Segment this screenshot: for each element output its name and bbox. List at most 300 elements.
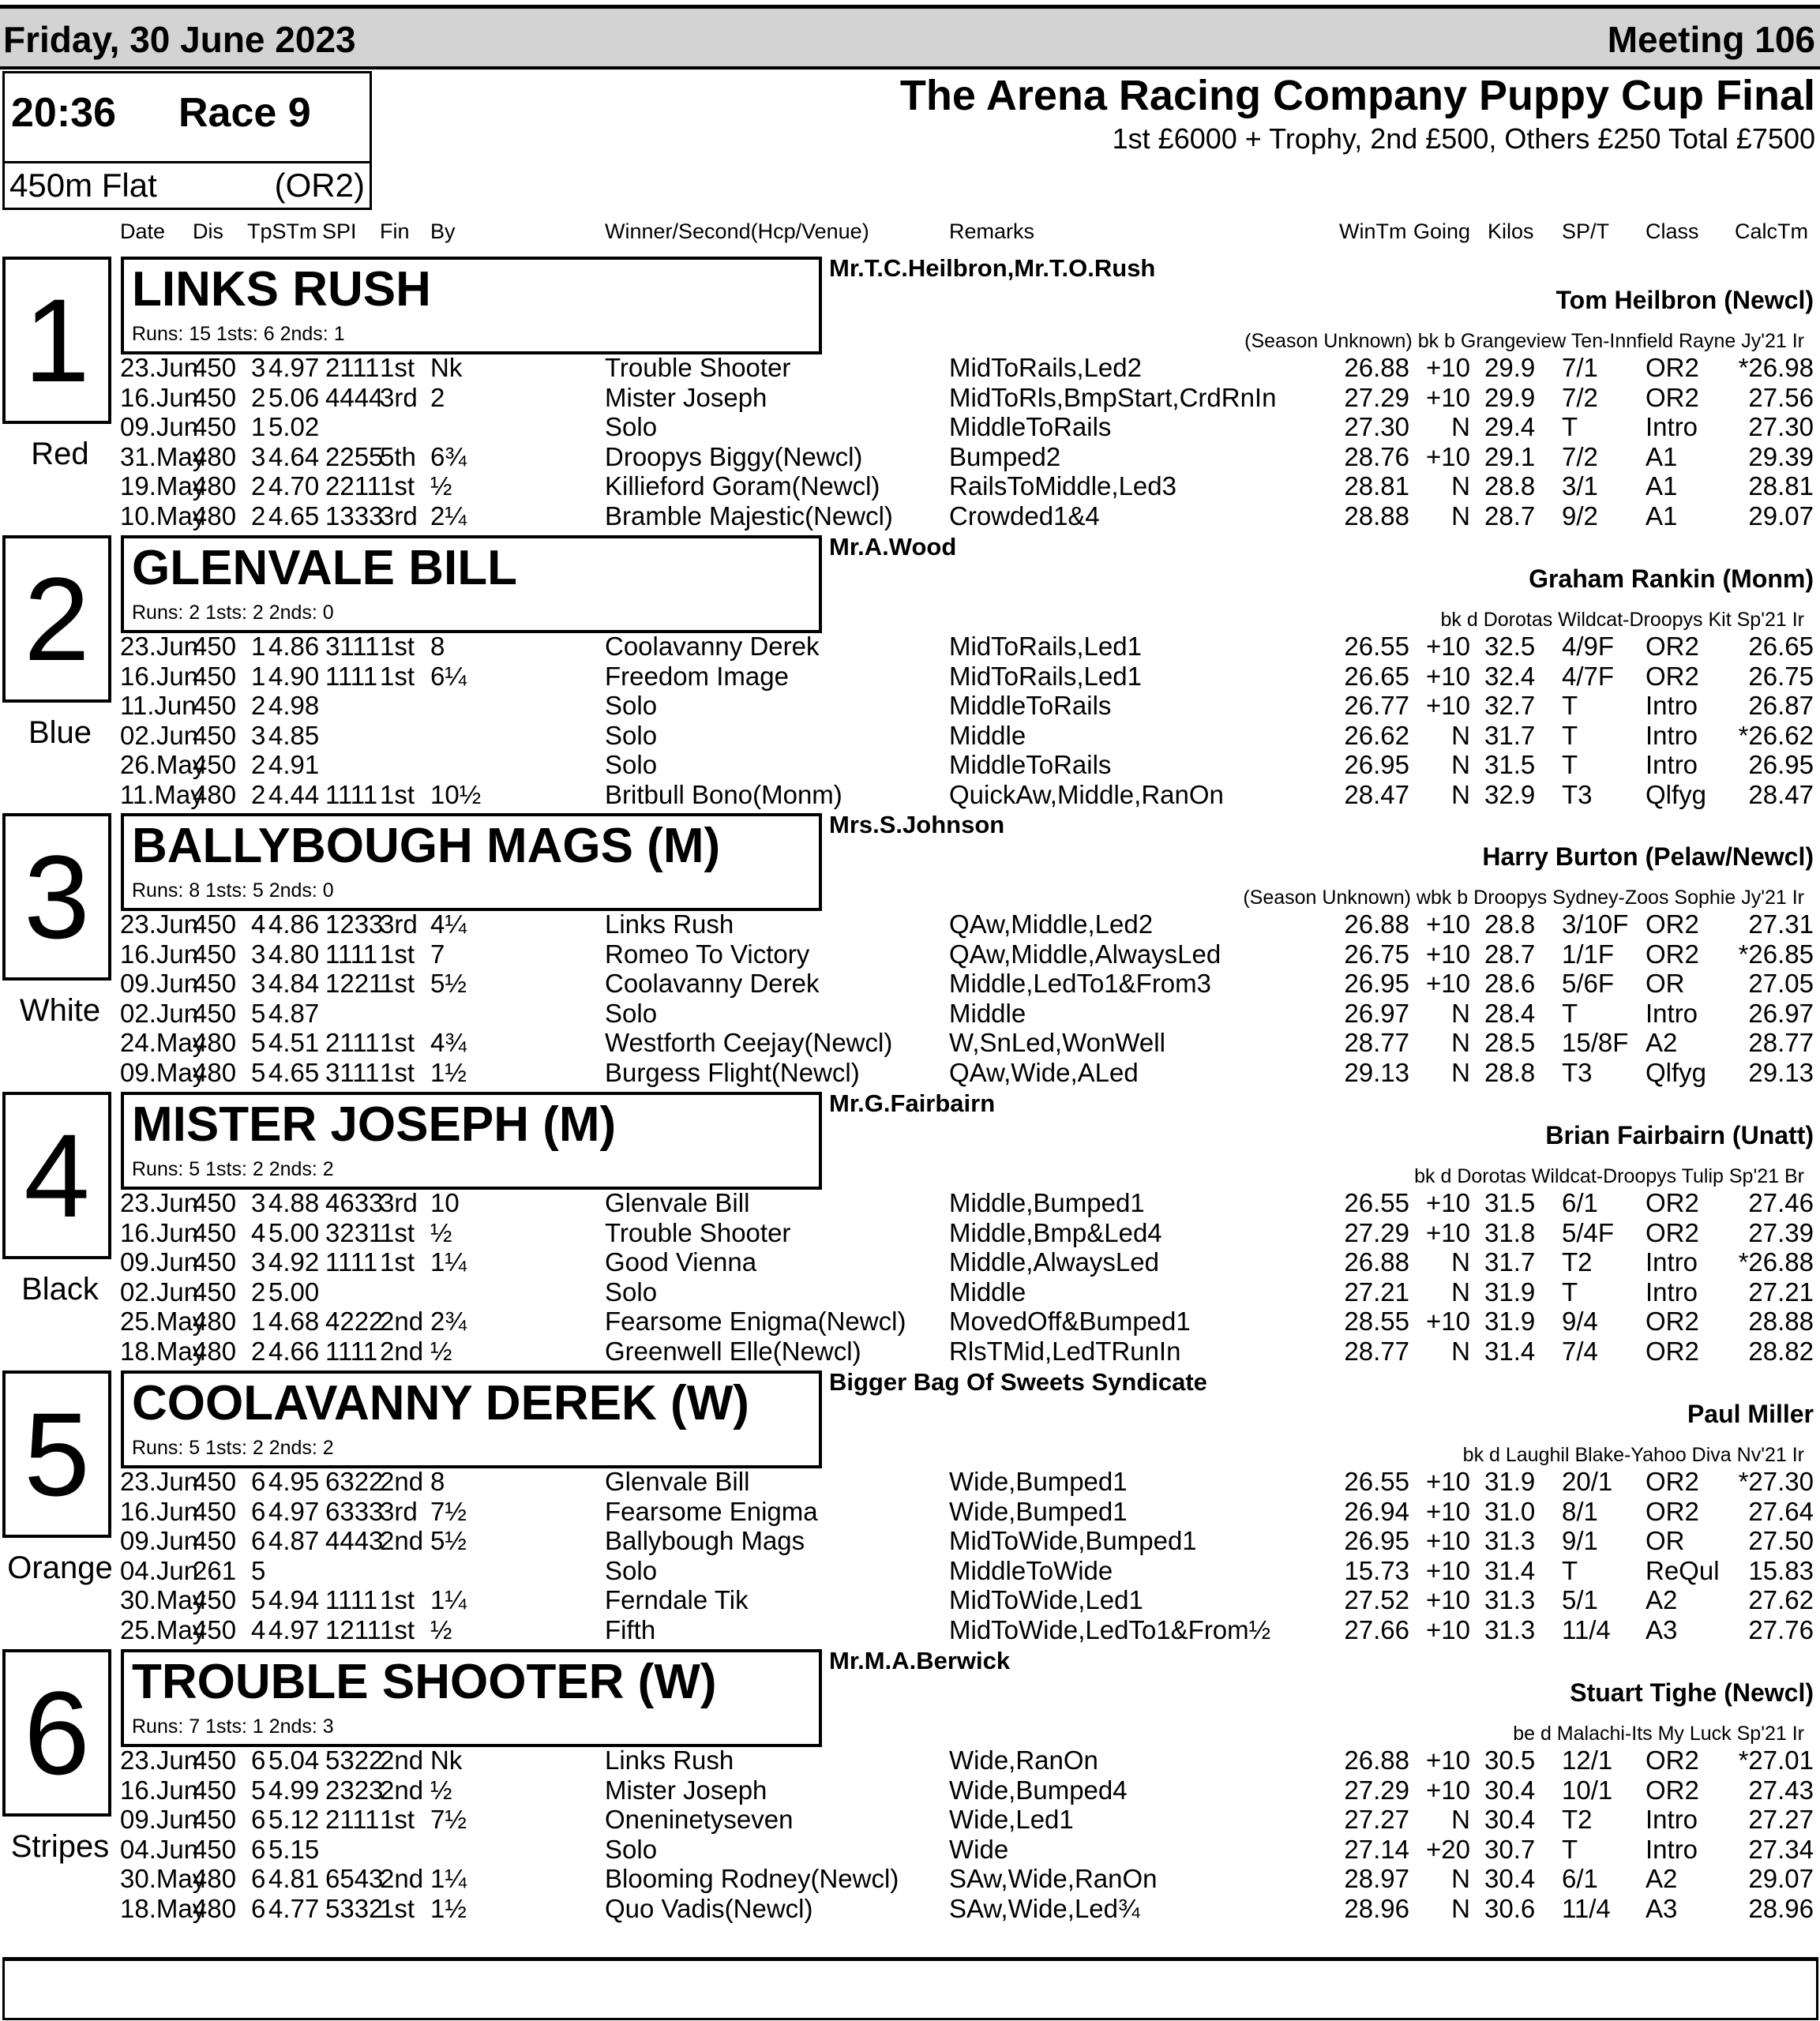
breeding: (Season Unknown) bk b Grangeview Ten-Innfield Rayne Jy'21 Ir bbox=[1244, 330, 1804, 352]
breeding: bk d Dorotas Wildcat-Droopys Tulip Sp'21 Br bbox=[1414, 1165, 1804, 1187]
form-calc-time: 26.97 bbox=[1748, 998, 1814, 1028]
form-dis: 450 bbox=[193, 412, 237, 441]
form-sectionals: 2111 bbox=[325, 1805, 380, 1834]
dog-name-box bbox=[121, 1370, 822, 1468]
form-distance-beaten: 7½ bbox=[430, 1496, 467, 1526]
form-remarks: Wide,Bumped1 bbox=[949, 1496, 1128, 1526]
form-sectionals: 6322 bbox=[325, 1467, 384, 1496]
form-trap: 6 bbox=[251, 1496, 266, 1526]
form-finish: 3rd bbox=[380, 909, 418, 939]
form-sectionals: 2111 bbox=[325, 1028, 380, 1057]
form-win-time: 26.55 bbox=[1344, 1467, 1409, 1496]
form-class: A2 bbox=[1646, 1585, 1678, 1614]
form-start-time: 4.65 bbox=[268, 1057, 320, 1087]
form-kilos: 29.9 bbox=[1484, 382, 1536, 412]
form-sectionals: 1111 bbox=[325, 1585, 378, 1614]
form-start-time: 4.44 bbox=[268, 779, 320, 809]
form-kilos: 31.3 bbox=[1484, 1614, 1536, 1644]
form-dis: 450 bbox=[193, 1585, 237, 1614]
form-trap: 2 bbox=[251, 382, 266, 412]
form-going: +10 bbox=[1426, 1745, 1470, 1775]
form-calc-time: 26.75 bbox=[1748, 661, 1814, 691]
form-date: 09.Jun bbox=[120, 969, 199, 998]
form-sectionals: 2111 bbox=[325, 353, 380, 382]
form-sp: T bbox=[1562, 998, 1578, 1028]
dog-name-box bbox=[121, 535, 822, 633]
form-calc-time: *26.62 bbox=[1738, 720, 1814, 750]
form-winner-second: Killieford Goram(Newcl) bbox=[605, 471, 880, 501]
form-remarks: MidToRls,BmpStart,CrdRnIn bbox=[949, 382, 1277, 412]
form-remarks: Middle bbox=[949, 720, 1026, 750]
form-sp: 8/1 bbox=[1562, 1496, 1598, 1526]
form-kilos: 31.9 bbox=[1484, 1277, 1536, 1307]
form-dis: 450 bbox=[193, 720, 237, 750]
form-win-time: 28.76 bbox=[1344, 441, 1409, 471]
col-kilos: Kilos bbox=[1488, 219, 1534, 243]
form-sp: 10/1 bbox=[1562, 1775, 1613, 1805]
form-trap: 6 bbox=[251, 1805, 266, 1834]
form-start-time: 5.06 bbox=[268, 382, 320, 412]
form-sp: 4/7F bbox=[1562, 661, 1615, 691]
form-dis: 480 bbox=[193, 779, 237, 809]
form-winner-second: Westforth Ceejay(Newcl) bbox=[605, 1028, 893, 1057]
form-calc-time: *26.88 bbox=[1738, 1247, 1814, 1277]
form-going: +10 bbox=[1426, 909, 1470, 939]
form-distance-beaten: ½ bbox=[430, 1217, 452, 1247]
form-finish: 3rd bbox=[380, 501, 418, 531]
form-calc-time: 27.30 bbox=[1748, 412, 1814, 441]
form-start-time: 4.88 bbox=[268, 1188, 320, 1217]
form-trap: 1 bbox=[251, 412, 266, 441]
form-trap: 2 bbox=[251, 1336, 266, 1366]
form-calc-time: 27.31 bbox=[1748, 909, 1814, 939]
form-going: +10 bbox=[1426, 691, 1470, 720]
form-remarks: QuickAw,Middle,RanOn bbox=[949, 779, 1224, 809]
form-sectionals: 2323 bbox=[325, 1775, 384, 1805]
form-winner-second: Britbull Bono(Monm) bbox=[605, 779, 842, 809]
trap-number: 6 bbox=[2, 1649, 111, 1817]
form-remarks: MiddleToRails bbox=[949, 412, 1112, 441]
form-kilos: 28.4 bbox=[1484, 998, 1536, 1028]
form-winner-second: Ferndale Tik bbox=[605, 1585, 749, 1614]
form-dis: 450 bbox=[193, 1526, 237, 1555]
dog-name-box bbox=[121, 1092, 822, 1190]
form-sp: 9/2 bbox=[1562, 501, 1598, 531]
form-trap: 4 bbox=[251, 1614, 266, 1644]
form-date: 16.Jun bbox=[120, 382, 199, 412]
form-class: Qlfyg bbox=[1646, 1057, 1707, 1087]
form-date: 30.May bbox=[120, 1864, 206, 1893]
form-distance-beaten: 6¾ bbox=[430, 441, 467, 471]
form-finish: 2nd bbox=[380, 1307, 424, 1336]
form-kilos: 31.5 bbox=[1484, 750, 1536, 779]
form-finish: 1st bbox=[380, 1247, 415, 1277]
trap-number: 1 bbox=[2, 257, 111, 424]
form-dis: 450 bbox=[193, 632, 237, 661]
form-distance-beaten: 8 bbox=[430, 1467, 445, 1496]
form-calc-time: 27.21 bbox=[1748, 1277, 1814, 1307]
form-win-time: 28.55 bbox=[1344, 1307, 1409, 1336]
form-sectionals: 4222 bbox=[325, 1307, 384, 1336]
form-date: 09.Jun bbox=[120, 1526, 199, 1555]
form-distance-beaten: 4¾ bbox=[430, 1028, 467, 1057]
form-date: 23.Jun bbox=[120, 353, 199, 382]
form-win-time: 26.77 bbox=[1344, 691, 1409, 720]
form-remarks: Crowded1&4 bbox=[949, 501, 1100, 531]
form-trap: 6 bbox=[251, 1864, 266, 1893]
trainer: Brian Fairbairn (Unatt) bbox=[1545, 1121, 1814, 1149]
form-going: N bbox=[1451, 779, 1470, 809]
form-trap: 3 bbox=[251, 353, 266, 382]
form-trap: 1 bbox=[251, 632, 266, 661]
form-trap: 2 bbox=[251, 779, 266, 809]
form-remarks: MiddleToRails bbox=[949, 691, 1112, 720]
form-going: +10 bbox=[1426, 1188, 1470, 1217]
form-going: N bbox=[1451, 1864, 1470, 1893]
form-finish: 1st bbox=[380, 632, 415, 661]
form-remarks: MidToWide,LedTo1&From½ bbox=[949, 1614, 1271, 1644]
form-start-time: 4.70 bbox=[268, 471, 320, 501]
form-trap: 3 bbox=[251, 720, 266, 750]
form-winner-second: Burgess Flight(Newcl) bbox=[605, 1057, 860, 1087]
form-winner-second: Solo bbox=[605, 412, 658, 441]
form-sp: T2 bbox=[1562, 1805, 1593, 1834]
form-kilos: 28.7 bbox=[1484, 939, 1536, 969]
form-going: +10 bbox=[1426, 382, 1470, 412]
race-number: Race 9 bbox=[178, 90, 311, 136]
col-by: By bbox=[430, 219, 456, 243]
form-dis: 450 bbox=[193, 909, 237, 939]
trap-colour: Stripes bbox=[10, 1829, 110, 1864]
form-sp: T bbox=[1562, 412, 1578, 441]
form-distance-beaten: ½ bbox=[430, 1336, 452, 1366]
form-win-time: 26.55 bbox=[1344, 632, 1409, 661]
form-kilos: 32.9 bbox=[1484, 779, 1536, 809]
form-going: N bbox=[1451, 750, 1470, 779]
trap-colour: Orange bbox=[7, 1550, 113, 1585]
form-sp: 15/8F bbox=[1562, 1028, 1629, 1057]
form-win-time: 27.27 bbox=[1344, 1805, 1409, 1834]
form-start-time: 5.00 bbox=[268, 1277, 320, 1307]
col-tpstm: TpSTm bbox=[247, 219, 317, 243]
form-kilos: 32.7 bbox=[1484, 691, 1536, 720]
form-going: +10 bbox=[1426, 1555, 1470, 1585]
form-finish: 1st bbox=[380, 661, 415, 691]
form-calc-time: 27.05 bbox=[1748, 969, 1814, 998]
form-win-time: 26.95 bbox=[1344, 1526, 1409, 1555]
race-info-box bbox=[2, 71, 372, 210]
col-dis: Dis bbox=[193, 219, 223, 243]
form-class: OR2 bbox=[1646, 909, 1699, 939]
form-remarks: QAw,Middle,AlwaysLed bbox=[949, 939, 1221, 969]
form-calc-time: 27.76 bbox=[1748, 1614, 1814, 1644]
form-kilos: 29.1 bbox=[1484, 441, 1536, 471]
form-start-time: 4.94 bbox=[268, 1585, 320, 1614]
form-dis: 450 bbox=[193, 1277, 237, 1307]
form-winner-second: Glenvale Bill bbox=[605, 1467, 750, 1496]
form-date: 04.Jun bbox=[120, 1834, 199, 1864]
form-win-time: 26.88 bbox=[1344, 1745, 1409, 1775]
form-going: N bbox=[1451, 1893, 1470, 1923]
form-going: N bbox=[1451, 501, 1470, 531]
form-start-time: 5.00 bbox=[268, 1217, 320, 1247]
form-winner-second: Solo bbox=[605, 1277, 658, 1307]
race-grade: (OR2) bbox=[274, 167, 365, 204]
form-distance-beaten: 2 bbox=[430, 382, 445, 412]
form-start-time: 4.86 bbox=[268, 909, 320, 939]
form-kilos: 29.4 bbox=[1484, 412, 1536, 441]
form-sp: T3 bbox=[1562, 1057, 1593, 1087]
form-trap: 3 bbox=[251, 969, 266, 998]
form-sectionals: 1111 bbox=[325, 1336, 378, 1366]
form-trap: 1 bbox=[251, 661, 266, 691]
form-going: N bbox=[1451, 471, 1470, 501]
form-win-time: 26.62 bbox=[1344, 720, 1409, 750]
form-sp: 7/2 bbox=[1562, 441, 1598, 471]
dog-record: Runs: 15 1sts: 6 2nds: 1 bbox=[132, 323, 345, 345]
form-sp: 7/1 bbox=[1562, 353, 1598, 382]
form-winner-second: Solo bbox=[605, 998, 658, 1028]
form-dis: 450 bbox=[193, 969, 237, 998]
form-distance-beaten: 2¾ bbox=[430, 1307, 467, 1336]
form-sectionals: 1111 bbox=[325, 1247, 378, 1277]
form-start-time: 4.97 bbox=[268, 1496, 320, 1526]
form-trap: 5 bbox=[251, 1028, 266, 1057]
form-sectionals: 3231 bbox=[325, 1217, 384, 1247]
form-calc-time: *26.85 bbox=[1738, 939, 1814, 969]
form-kilos: 30.6 bbox=[1484, 1893, 1536, 1923]
form-sectionals: 5332 bbox=[325, 1893, 384, 1923]
form-date: 26.May bbox=[120, 750, 206, 779]
trap-number: 2 bbox=[2, 535, 111, 703]
form-date: 09.Jun bbox=[120, 1805, 199, 1834]
form-class: Intro bbox=[1646, 720, 1698, 750]
form-winner-second: Trouble Shooter bbox=[605, 1217, 791, 1247]
form-finish: 1st bbox=[380, 1805, 415, 1834]
form-distance-beaten: 7½ bbox=[430, 1805, 467, 1834]
form-going: N bbox=[1451, 998, 1470, 1028]
form-dis: 450 bbox=[193, 998, 237, 1028]
form-trap: 3 bbox=[251, 939, 266, 969]
form-date: 30.May bbox=[120, 1585, 206, 1614]
form-sectionals: 1211 bbox=[325, 1614, 381, 1644]
form-class: OR2 bbox=[1646, 661, 1699, 691]
form-kilos: 31.4 bbox=[1484, 1555, 1536, 1585]
form-winner-second: Fearsome Enigma bbox=[605, 1496, 818, 1526]
form-sp: T bbox=[1562, 750, 1578, 779]
form-distance-beaten: Nk bbox=[430, 353, 463, 382]
form-sp: 1/1F bbox=[1562, 939, 1615, 969]
form-remarks: Wide,Bumped4 bbox=[949, 1775, 1128, 1805]
form-win-time: 26.65 bbox=[1344, 661, 1409, 691]
form-class: OR2 bbox=[1646, 1496, 1699, 1526]
form-dis: 450 bbox=[193, 939, 237, 969]
footer-box bbox=[2, 1957, 1818, 2020]
form-sp: 5/1 bbox=[1562, 1585, 1598, 1614]
owner: Mrs.S.Johnson bbox=[829, 811, 1005, 838]
form-remarks: Wide,Bumped1 bbox=[949, 1467, 1128, 1496]
form-winner-second: Fifth bbox=[605, 1614, 656, 1644]
trap-number: 4 bbox=[2, 1092, 111, 1259]
form-finish: 1st bbox=[380, 969, 415, 998]
form-sp: T2 bbox=[1562, 1247, 1593, 1277]
form-sp: T bbox=[1562, 1834, 1578, 1864]
col-class: Class bbox=[1646, 219, 1699, 243]
form-class: A1 bbox=[1646, 501, 1678, 531]
form-distance-beaten: 2¼ bbox=[430, 501, 467, 531]
col-wintm: WinTm bbox=[1339, 219, 1407, 243]
form-start-time: 4.85 bbox=[268, 720, 320, 750]
form-going: +10 bbox=[1426, 1526, 1470, 1555]
form-going: N bbox=[1451, 412, 1470, 441]
form-start-time: 4.99 bbox=[268, 1775, 320, 1805]
form-dis: 450 bbox=[193, 661, 237, 691]
form-sectionals: 1233 bbox=[325, 909, 384, 939]
col-spi: SPI bbox=[322, 219, 357, 243]
form-class: A3 bbox=[1646, 1614, 1678, 1644]
race-distance: 450m Flat bbox=[9, 167, 157, 204]
form-calc-time: 28.88 bbox=[1748, 1307, 1814, 1336]
form-start-time: 4.97 bbox=[268, 353, 320, 382]
form-finish: 2nd bbox=[380, 1745, 424, 1775]
form-finish: 1st bbox=[380, 779, 415, 809]
form-win-time: 27.29 bbox=[1344, 1217, 1409, 1247]
form-sectionals: 3111 bbox=[325, 632, 380, 661]
form-trap: 5 bbox=[251, 1555, 266, 1585]
form-date: 16.Jun bbox=[120, 661, 199, 691]
form-remarks: MiddleToWide bbox=[949, 1555, 1113, 1585]
form-dis: 480 bbox=[193, 1057, 237, 1087]
race-title: The Arena Racing Company Puppy Cup Final bbox=[899, 72, 1815, 119]
race-box-divider bbox=[5, 161, 370, 163]
form-date: 02.Jun bbox=[120, 720, 199, 750]
meeting-date: Friday, 30 June 2023 bbox=[3, 19, 356, 60]
form-distance-beaten: 10 bbox=[430, 1188, 460, 1217]
form-start-time: 4.95 bbox=[268, 1467, 320, 1496]
dog-record: Runs: 7 1sts: 1 2nds: 3 bbox=[132, 1715, 334, 1738]
form-start-time: 4.87 bbox=[268, 1526, 320, 1555]
form-sp: 3/10F bbox=[1562, 909, 1629, 939]
owner: Mr.G.Fairbairn bbox=[829, 1089, 996, 1117]
form-sp: T bbox=[1562, 1277, 1578, 1307]
owner: Mr.M.A.Berwick bbox=[829, 1647, 1011, 1674]
form-class: A2 bbox=[1646, 1864, 1678, 1893]
form-class: OR2 bbox=[1646, 1336, 1699, 1366]
form-going: N bbox=[1451, 1277, 1470, 1307]
form-kilos: 31.5 bbox=[1484, 1188, 1536, 1217]
form-winner-second: Links Rush bbox=[605, 909, 734, 939]
form-calc-time: 27.64 bbox=[1748, 1496, 1814, 1526]
form-calc-time: 27.39 bbox=[1748, 1217, 1814, 1247]
form-date: 25.May bbox=[120, 1307, 206, 1336]
form-sp: T3 bbox=[1562, 779, 1593, 809]
form-win-time: 28.47 bbox=[1344, 779, 1409, 809]
form-winner-second: Ballybough Mags bbox=[605, 1526, 805, 1555]
form-sectionals: 1111 bbox=[325, 779, 378, 809]
form-kilos: 28.8 bbox=[1484, 471, 1536, 501]
form-calc-time: *26.98 bbox=[1738, 353, 1814, 382]
form-kilos: 31.7 bbox=[1484, 1247, 1536, 1277]
form-remarks: Middle bbox=[949, 998, 1026, 1028]
form-date: 25.May bbox=[120, 1614, 206, 1644]
trap-number: 5 bbox=[2, 1370, 111, 1538]
breeding: be d Malachi-Its My Luck Sp'21 Ir bbox=[1513, 1723, 1804, 1745]
form-sectionals: 2255 bbox=[325, 441, 384, 471]
form-remarks: RailsToMiddle,Led3 bbox=[949, 471, 1176, 501]
form-date: 23.Jun bbox=[120, 1467, 199, 1496]
form-dis: 450 bbox=[193, 1745, 237, 1775]
form-going: +10 bbox=[1426, 1585, 1470, 1614]
form-distance-beaten: 1½ bbox=[430, 1893, 467, 1923]
form-trap: 4 bbox=[251, 1217, 266, 1247]
form-start-time: 4.92 bbox=[268, 1247, 320, 1277]
form-date: 02.Jun bbox=[120, 1277, 199, 1307]
form-trap: 2 bbox=[251, 471, 266, 501]
form-start-time: 4.97 bbox=[268, 1614, 320, 1644]
form-sp: 11/4 bbox=[1562, 1614, 1611, 1644]
form-calc-time: 29.13 bbox=[1748, 1057, 1814, 1087]
form-finish: 1st bbox=[380, 1217, 415, 1247]
form-sp: 12/1 bbox=[1562, 1745, 1613, 1775]
form-trap: 5 bbox=[251, 1775, 266, 1805]
form-calc-time: 27.62 bbox=[1748, 1585, 1814, 1614]
form-start-time: 5.04 bbox=[268, 1745, 320, 1775]
form-calc-time: 26.87 bbox=[1748, 691, 1814, 720]
form-date: 11.Jun bbox=[120, 691, 197, 720]
form-dis: 261 bbox=[193, 1555, 237, 1585]
form-dis: 450 bbox=[193, 1834, 237, 1864]
form-winner-second: Droopys Biggy(Newcl) bbox=[605, 441, 863, 471]
form-dis: 480 bbox=[193, 441, 237, 471]
form-going: +10 bbox=[1426, 632, 1470, 661]
form-dis: 450 bbox=[193, 1217, 237, 1247]
dog-record: Runs: 2 1sts: 2 2nds: 0 bbox=[132, 602, 334, 624]
form-trap: 6 bbox=[251, 1526, 266, 1555]
form-start-time: 5.12 bbox=[268, 1805, 320, 1834]
form-class: Intro bbox=[1646, 691, 1698, 720]
form-trap: 5 bbox=[251, 1057, 266, 1087]
breeding: bk d Laughil Blake-Yahoo Diva Nv'21 Ir bbox=[1462, 1444, 1804, 1466]
form-finish: 1st bbox=[380, 939, 415, 969]
trainer: Harry Burton (Pelaw/Newcl) bbox=[1482, 842, 1814, 871]
dog-name: GLENVALE BILL bbox=[132, 541, 517, 595]
form-win-time: 28.77 bbox=[1344, 1336, 1409, 1366]
form-dis: 450 bbox=[193, 1496, 237, 1526]
form-dis: 450 bbox=[193, 691, 237, 720]
form-start-time: 4.91 bbox=[268, 750, 320, 779]
form-finish: 1st bbox=[380, 1028, 415, 1057]
form-trap: 2 bbox=[251, 1277, 266, 1307]
form-kilos: 31.3 bbox=[1484, 1585, 1536, 1614]
form-class: Intro bbox=[1646, 1247, 1698, 1277]
form-distance-beaten: 1¼ bbox=[430, 1585, 467, 1614]
form-class: A1 bbox=[1646, 441, 1678, 471]
form-win-time: 28.81 bbox=[1344, 471, 1409, 501]
form-remarks: MidToRails,Led2 bbox=[949, 353, 1142, 382]
form-trap: 4 bbox=[251, 909, 266, 939]
form-kilos: 28.6 bbox=[1484, 969, 1536, 998]
form-remarks: MiddleToRails bbox=[949, 750, 1112, 779]
form-sectionals: 1111 bbox=[325, 661, 378, 691]
form-win-time: 15.73 bbox=[1344, 1555, 1409, 1585]
form-sp: 9/1 bbox=[1562, 1526, 1598, 1555]
form-winner-second: Oneninetyseven bbox=[605, 1805, 794, 1834]
form-dis: 450 bbox=[193, 1775, 237, 1805]
form-winner-second: Mister Joseph bbox=[605, 1775, 767, 1805]
form-date: 23.Jun bbox=[120, 909, 199, 939]
form-class: A1 bbox=[1646, 471, 1678, 501]
form-calc-time: 27.43 bbox=[1748, 1775, 1814, 1805]
